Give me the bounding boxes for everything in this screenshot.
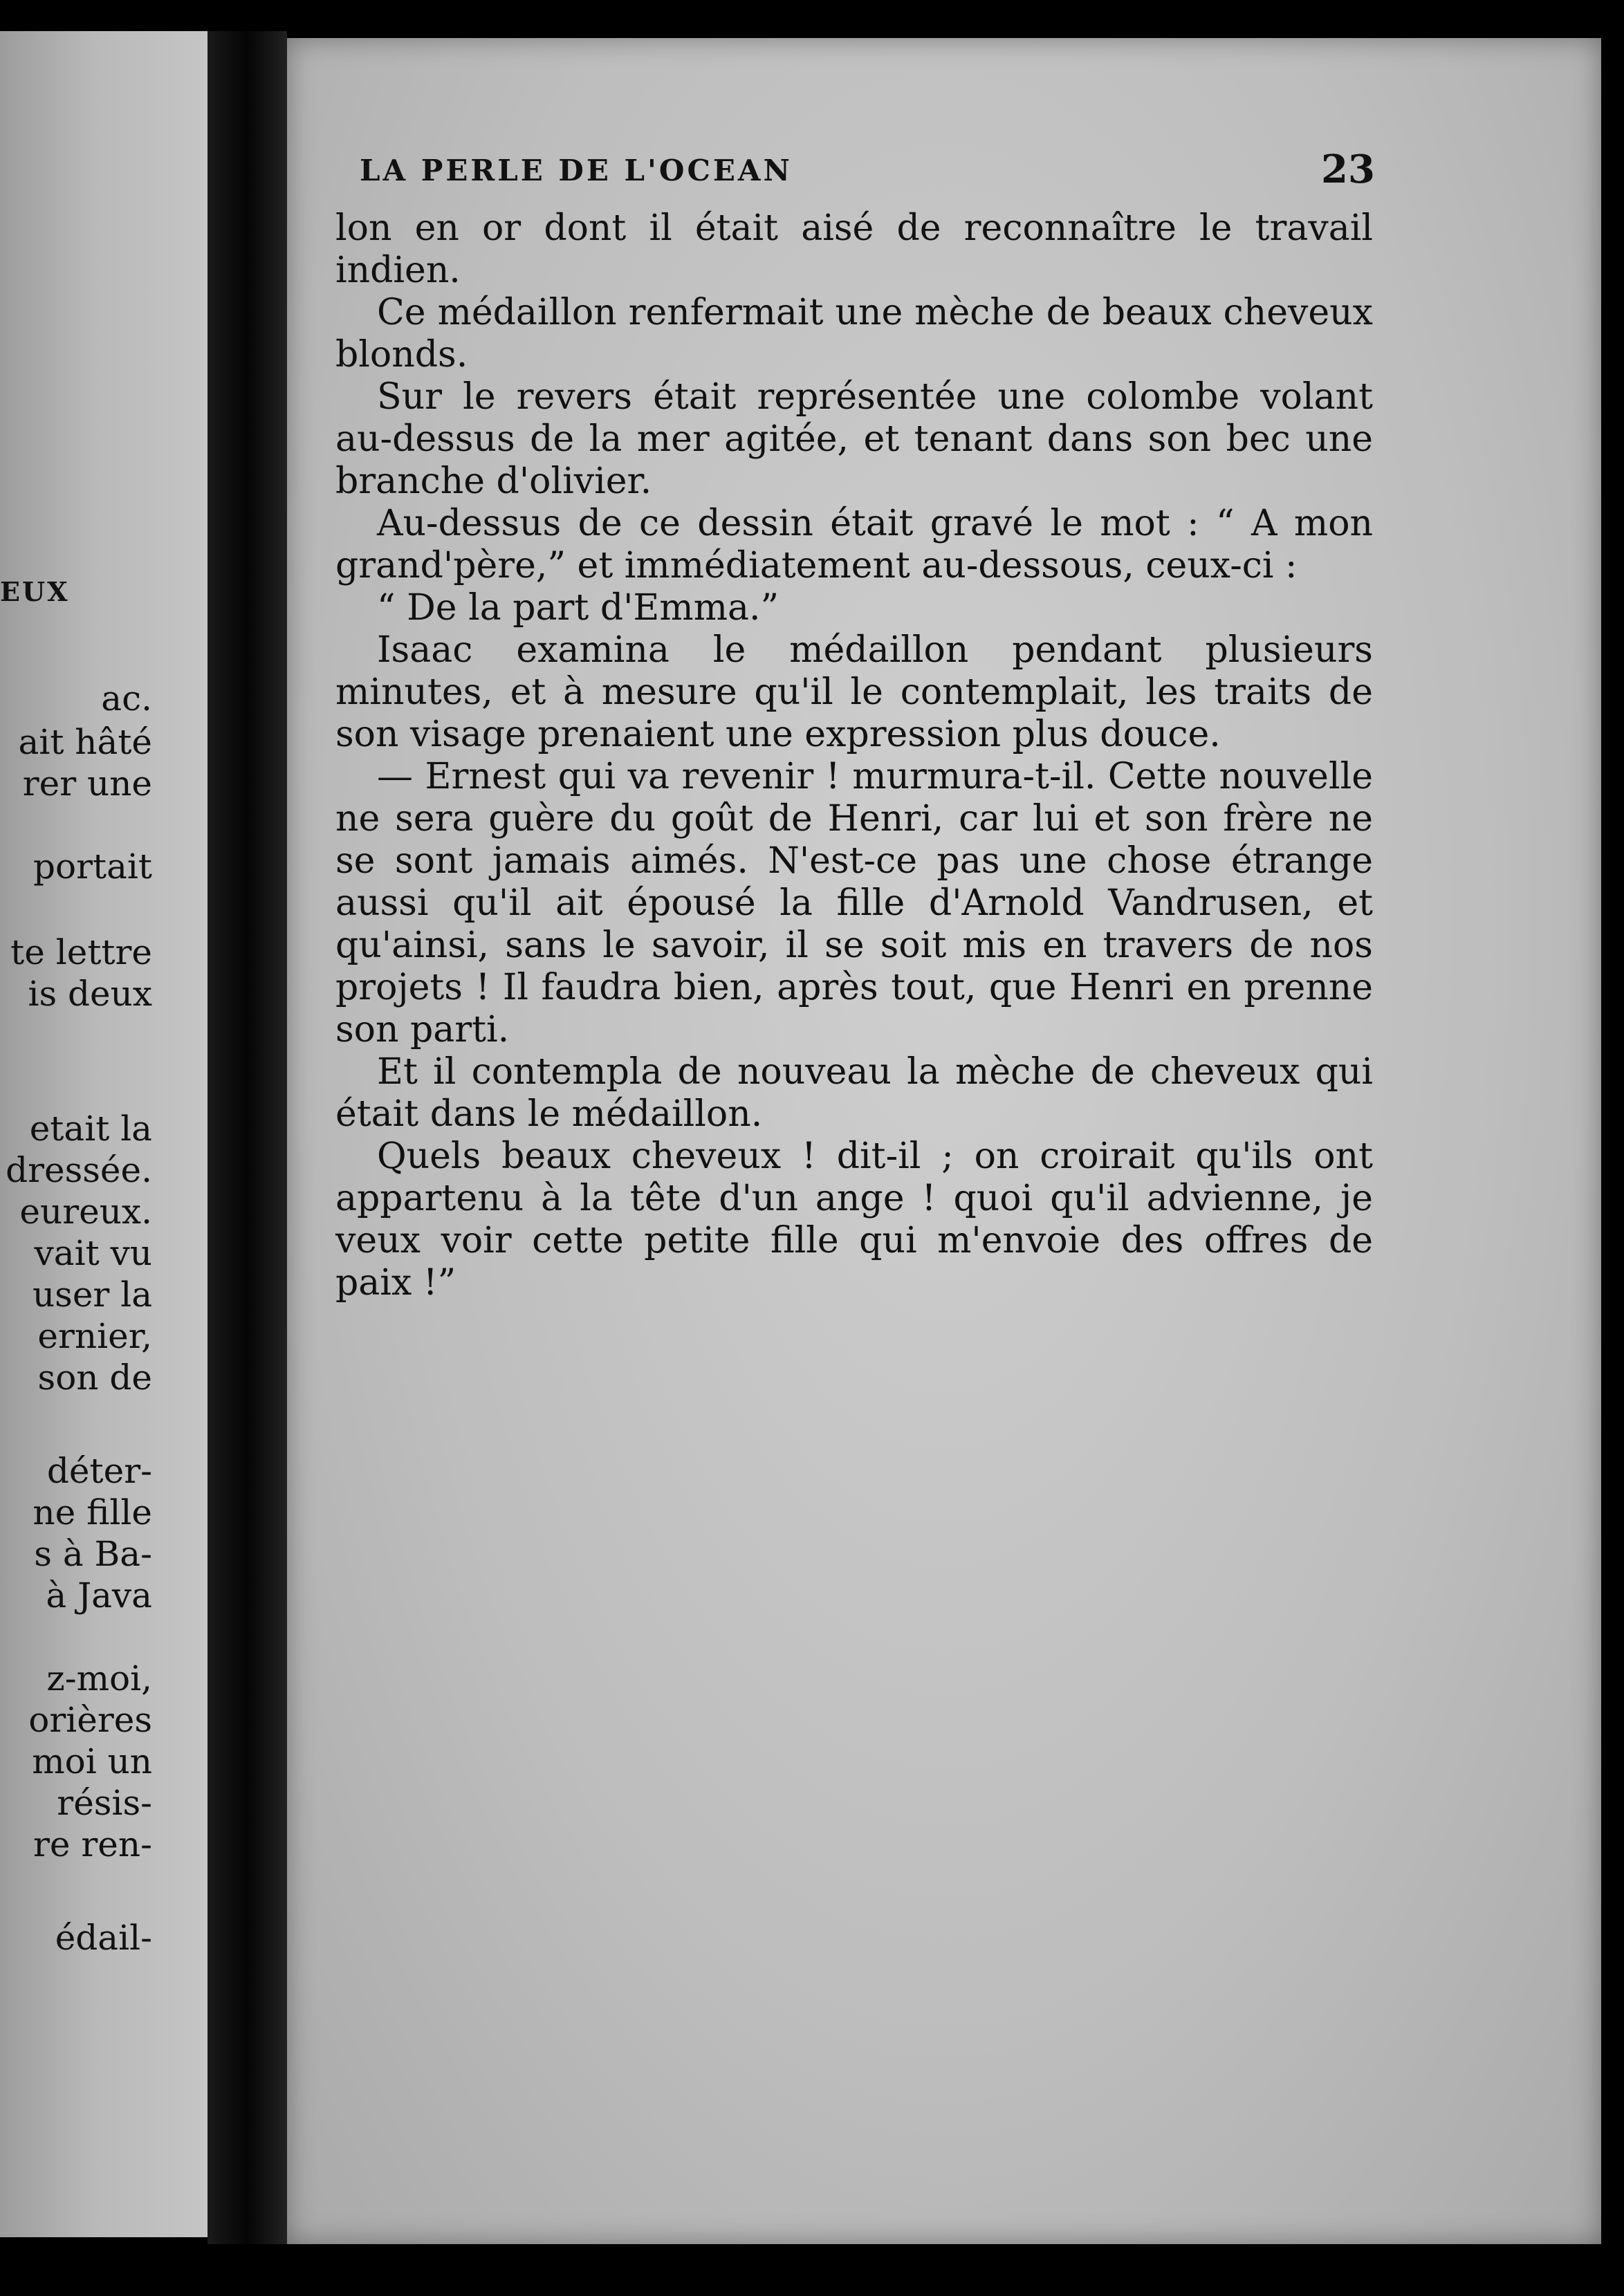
left-line: eureux. — [19, 1192, 152, 1232]
book-gutter — [207, 31, 287, 2244]
paragraph: “ De la part d'Emma.” — [377, 587, 779, 629]
left-line: re ren- — [33, 1824, 152, 1864]
left-line: moi un — [32, 1741, 152, 1781]
left-line: ne fille — [33, 1492, 152, 1533]
left-page-text — [0, 31, 235, 2237]
left-line: résis- — [57, 1783, 152, 1823]
left-line: ac. — [101, 678, 152, 719]
paragraph: Ce médaillon renfermait une mèche de beaux cheveux blonds. — [335, 292, 1373, 376]
left-line: is deux — [28, 974, 152, 1014]
left-line: etait la — [29, 1109, 152, 1149]
left-line: ernier, — [37, 1316, 152, 1356]
paragraph: Isaac examina le médaillon pendant plusieurs minutes, et à mesure qu'il le contemplait, les traits de son visage prenaient une expression plus douce. — [335, 629, 1373, 755]
paragraph: Sur le revers était représentée une colombe volant au-dessus de la mer agitée, et tenant dans son bec une branche d'olivier. — [335, 376, 1373, 502]
left-line: user la — [32, 1275, 152, 1315]
page-number: 23 — [1321, 147, 1375, 192]
paragraph: Et il contempla de nouveau la mèche de cheveux qui était dans le médaillon. — [335, 1051, 1373, 1135]
left-line: te lettre — [10, 932, 152, 972]
left-line: dressée. — [6, 1150, 152, 1190]
left-line: portait — [33, 846, 152, 887]
scan-border-bottom — [0, 2244, 1624, 2296]
running-head: LA PERLE DE L'OCEAN — [360, 154, 793, 187]
left-line: s à Ba- — [34, 1534, 152, 1574]
left-line: son de — [37, 1358, 152, 1398]
left-line: z-moi, — [46, 1658, 152, 1698]
paragraph: Au-dessus de ce dessin était gravé le mot : “ A mon grand'père,” et immédiatement au-dessous, ceux-ci : — [335, 503, 1373, 586]
paragraph: lon en or dont il était aisé de reconnaître le travail indien. — [335, 207, 1373, 291]
left-line: ait hâté — [18, 722, 152, 762]
left-line: rer une — [22, 763, 152, 804]
left-line: vait vu — [34, 1233, 152, 1273]
left-page-running-head-fragment: EUX — [0, 576, 70, 607]
left-line: à Java — [46, 1575, 152, 1615]
paragraph: Quels beaux cheveux ! dit-il ; on croirait qu'ils ont appartenu à la tête d'un ange ! quoi qu'il advienne, je veux voir cette petite fille qui m'envoie des offres de paix !” — [335, 1136, 1373, 1304]
left-line: déter- — [46, 1451, 152, 1491]
left-line: orières — [28, 1700, 152, 1740]
left-line: édail- — [55, 1918, 152, 1958]
body-text — [335, 207, 1373, 1304]
scan-border-right — [1601, 0, 1624, 2296]
paragraph: — Ernest qui va revenir ! murmura-t-il. Cette nouvelle ne sera guère du goût de Henri, car lui et son frère ne se sont jamais aimés. N'est-ce pas une chose étrange aussi qu'il ait épousé la fille d'Arnold Vandrusen, et qu'ainsi, sans le savoir, il se soit mis en travers de nos projets ! Il faudra bien, après tout, que Henri en prenne son parti. — [335, 756, 1373, 1050]
